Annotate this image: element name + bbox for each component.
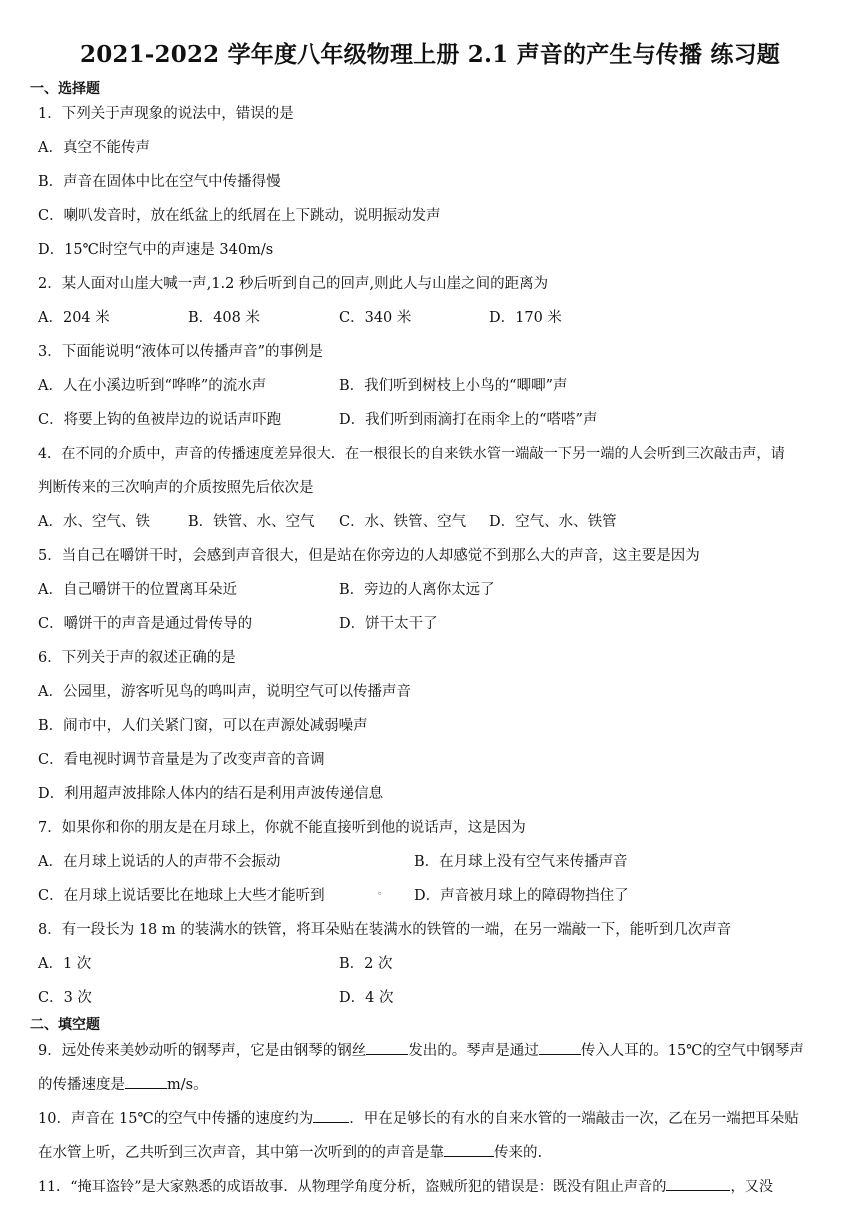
question-6-stem: 6．下列关于声的叙述正确的是 [38, 650, 236, 666]
question-6-option-b: B．闹市中，人们关紧门窗，可以在声源处减弱噪声 [38, 718, 368, 734]
question-10-line-2 [38, 1142, 542, 1163]
question-1-stem: 1．下列关于声现象的说法中，错误的是 [38, 106, 294, 122]
question-1-option-b: B．声音在固体中比在空气中传播得慢 [38, 174, 281, 190]
question-4-option-a: A．水、空气、铁 [38, 514, 150, 530]
question-1-option-a: A．真空不能传声 [38, 140, 150, 156]
question-10-text-4: 传来的. [494, 1145, 543, 1161]
question-7-option-b: B．在月球上没有空气来传播声音 [414, 854, 628, 870]
question-7-option-d: D．声音被月球上的障碍物挡住了 [414, 888, 629, 904]
question-9-text-2: 发出的。琴声是通过 [408, 1043, 539, 1059]
question-9-text-5: m/s。 [167, 1077, 208, 1093]
question-11-line-1 [38, 1176, 773, 1197]
question-11-text-2: ，又没 [730, 1179, 774, 1195]
answer-blank[interactable] [666, 1176, 730, 1191]
question-2-stem: 2．某人面对山崖大喊一声,1.2 秒后听到自己的回声,则此人与山崖之间的距离为 [38, 276, 549, 292]
question-9-line-1 [38, 1040, 804, 1061]
question-3-option-b: B．我们听到树枝上小鸟的“唧唧”声 [339, 378, 568, 394]
question-7-stem: 7．如果你和你的朋友是在月球上，你就不能直接听到他的说话声，这是因为 [38, 820, 526, 836]
answer-blank[interactable] [125, 1074, 167, 1089]
question-7-option-c: C．在月球上说话要比在地球上大些才能听到 [38, 888, 325, 904]
question-3-option-a: A．人在小溪边听到“哗哗”的流水声 [38, 378, 267, 394]
question-2-option-c: C．340 米 [339, 310, 412, 326]
question-5-stem: 5．当自己在嚼饼干时，会感到声音很大，但是站在你旁边的人却感觉不到那么大的声音，这主要是因为 [38, 548, 700, 564]
question-1-option-c: C．喇叭发音时，放在纸盆上的纸屑在上下跳动，说明振动发声 [38, 208, 441, 224]
question-6-option-c: C．看电视时调节音量是为了改变声音的音调 [38, 752, 325, 768]
stray-mark: 。 [378, 886, 388, 897]
question-10-text-3: 在水管上听，乙共听到三次声音，其中第一次听到的的声音是靠 [38, 1145, 444, 1161]
question-8-option-d: D．4 次 [339, 990, 394, 1006]
question-10-text-1: 10．声音在 15℃的空气中传播的速度约为 [38, 1111, 314, 1127]
question-6-option-d: D．利用超声波排除人体内的结石是利用声波传递信息 [38, 786, 384, 802]
question-4-option-d: D．空气、水、铁管 [489, 514, 617, 530]
question-5-option-c: C．嚼饼干的声音是通过骨传导的 [38, 616, 253, 632]
question-9-text-1: 9．远处传来美妙动听的钢琴声，它是由钢琴的钢丝 [38, 1043, 367, 1059]
question-3-option-d: D．我们听到雨滴打在雨伞上的“嗒嗒”声 [339, 412, 598, 428]
question-8-option-b: B．2 次 [339, 956, 393, 972]
answer-blank[interactable] [444, 1142, 494, 1157]
question-2-option-a: A．204 米 [38, 310, 110, 326]
question-1-option-d: D．15℃时空气中的声速是 340m/s [38, 242, 274, 258]
question-3-option-c: C．将要上钩的鱼被岸边的说话声吓跑 [38, 412, 282, 428]
question-5-option-a: A．自己嚼饼干的位置离耳朵近 [38, 582, 237, 598]
question-8-option-c: C．3 次 [38, 990, 92, 1006]
question-8-stem: 8．有一段长为 18 m 的装满水的铁管，将耳朵贴在装满水的铁管的一端，在另一端敲一下，能听到几次声音 [38, 922, 732, 938]
question-9-text-4: 的传播速度是 [38, 1077, 125, 1093]
question-6-option-a: A．公园里，游客听见鸟的鸣叫声，说明空气可以传播声音 [38, 684, 411, 700]
page-title: 2021-2022 学年度八年级物理上册 2.1 声音的产生与传播 练习题 [79, 41, 781, 68]
question-2-option-d: D．170 米 [489, 310, 562, 326]
question-9-text-3: 传入人耳的。15℃的空气中钢琴声 [580, 1043, 804, 1059]
question-2-option-b: B．408 米 [188, 310, 260, 326]
answer-blank[interactable] [539, 1040, 581, 1055]
section-heading-fill: 二、填空题 [30, 1017, 100, 1033]
question-3-stem: 3．下面能说明“液体可以传播声音”的事例是 [38, 344, 324, 360]
question-11-text-1: 11．“掩耳盗铃”是大家熟悉的成语故事．从物理学角度分析，盗贼所犯的错误是：既没有阻止声音的 [38, 1179, 667, 1195]
question-10-line-1 [38, 1108, 799, 1129]
answer-blank[interactable] [313, 1108, 349, 1123]
question-7-option-a: A．在月球上说话的人的声带不会振动 [38, 854, 281, 870]
question-5-option-b: B．旁边的人离你太远了 [339, 582, 495, 598]
question-8-option-a: A．1 次 [38, 956, 92, 972]
question-4-stem-line-1: 4．在不同的介质中，声音的传播速度差异很大．在一根很长的自来铁水管一端敲一下另一端的人会听到三次敲击声，请 [38, 446, 785, 462]
question-4-option-c: C．水、铁管、空气 [339, 514, 467, 530]
question-4-option-b: B．铁管、水、空气 [188, 514, 315, 530]
question-10-text-2: ．甲在足够长的有水的自来水管的一端敲击一次，乙在另一端把耳朵贴 [349, 1111, 799, 1127]
section-heading-choice: 一、选择题 [30, 81, 100, 97]
question-5-option-d: D．饼干太干了 [339, 616, 438, 632]
answer-blank[interactable] [366, 1040, 408, 1055]
question-4-stem-line-2: 判断传来的三次响声的介质按照先后依次是 [38, 480, 314, 496]
question-9-line-2 [38, 1074, 208, 1095]
